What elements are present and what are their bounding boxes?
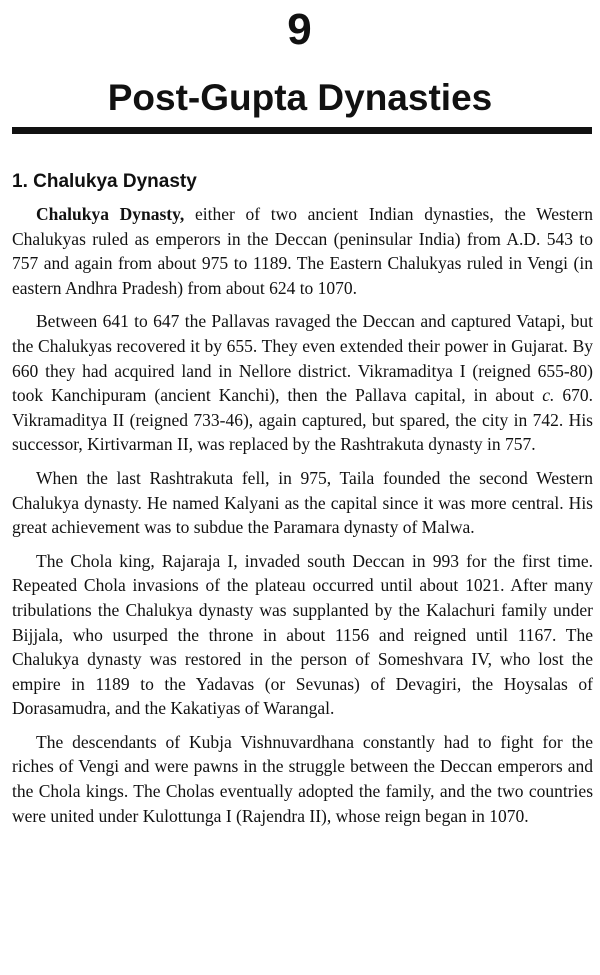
paragraph-1 — [12, 202, 593, 300]
paragraph-2-text-a: Between 641 to 647 the Pallavas ravaged the Deccan and captured Vatapi, but the Chalukyas recovered it by 655. They even extended their power in Gujarat. By 660 they had acquired land in Nellore district. Vikramaditya I (reigned 655-80) took Kanchipuram (ancient Kanchi), then the Pallava capital, in about — [12, 311, 593, 406]
paragraph-1-lead: Chalukya Dynasty, — [36, 204, 185, 224]
body-text — [12, 202, 593, 837]
paragraph-1-text: either of two ancient Indian dynasties, the Western Chalukyas ruled as emperors in the Deccan (peninsular India) from A.D. 543 to 757 and again from about 975 to 1189. The Eastern Chalukyas ruled in Vengi (in eastern Andhra Pradesh) from about 624 to 1070. — [12, 204, 593, 298]
paragraph-5: The descendants of Kubja Vishnuvardhana constantly had to fight for the riches of Vengi and were pawns in the struggle between the Deccan emperors and the Chola kings. The Cholas eventually adopted the family, and the two countries were united under Kulottunga I (Rajendra II), whose reign began in 1070. — [12, 731, 593, 826]
paragraph-2 — [12, 309, 593, 457]
paragraph-2-circa: c. — [542, 385, 555, 406]
title-rule — [12, 127, 592, 134]
chapter-number: 9 — [287, 5, 313, 54]
paragraph-3: When the last Rashtrakuta fell, in 975, Taila founded the second Western Chalukya dynasty. He named Kalyani as the capital since it was more central. His great achievement was to subdue the Paramara dynasty of Malwa. — [12, 467, 593, 538]
paragraph-4: The Chola king, Rajaraja I, invaded south Deccan in 993 for the first time. Repeated Chola invasions of the plateau occurred until about 1021. After many tribulations the Chalukya dynasty was supplanted by the Kalachuri family under Bijjala, who usurped the throne in about 1156 and reigned until 1167. The Chalukya dynasty was restored in the person of Someshvara IV, who lost the empire in 1189 to the Yadavas (or Sevunas) of Devagiri, the Hoysalas of Dorasamudra, and the Kakatiyas of Warangal. — [12, 550, 593, 719]
chapter-title: Post-Gupta Dynasties — [107, 77, 493, 118]
section-heading: 1. Chalukya Dynasty — [12, 171, 197, 192]
paragraph-2-text-b: 670. Vikramaditya II (reigned 733-46), again captured, but spared, the city in 742. His successor, Kirtivarman II, was replaced by the Rashtrakuta dynasty in 757. — [12, 385, 594, 455]
